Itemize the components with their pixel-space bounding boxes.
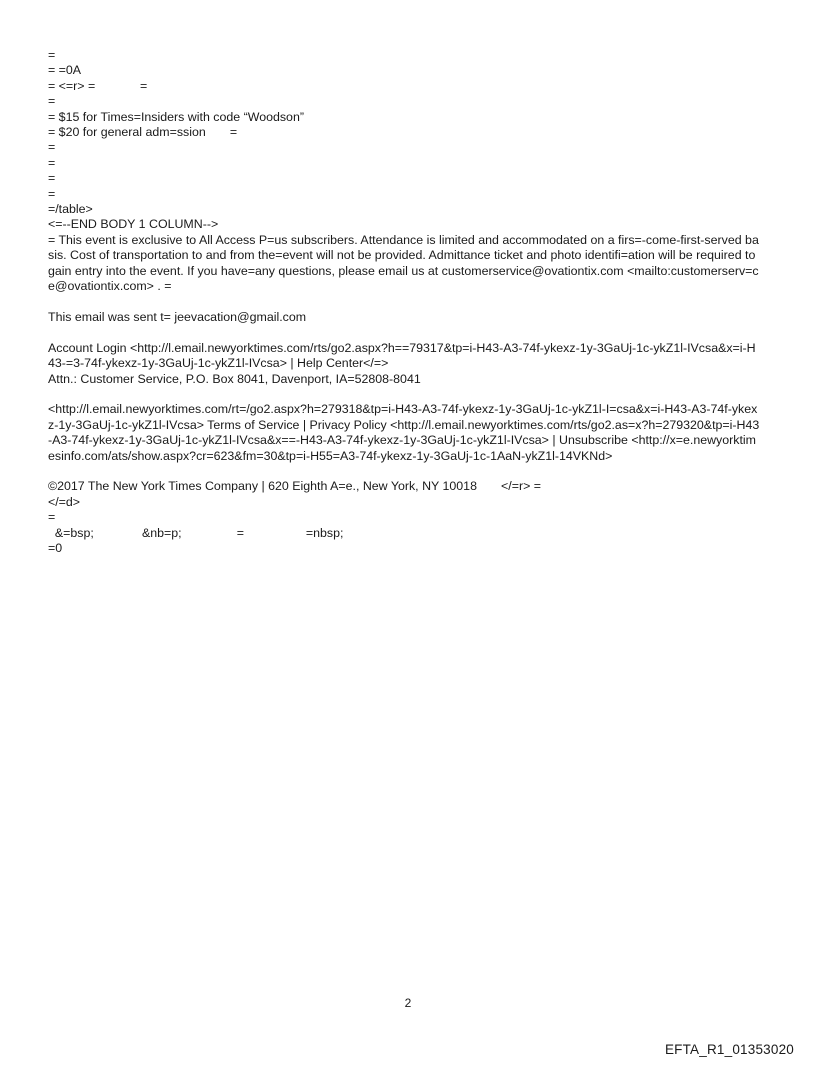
text-line: = (48, 48, 56, 62)
text-line: <=--END BODY 1 COLUMN--> (48, 217, 219, 232)
bates-number: EFTA_R1_01353020 (664, 1042, 794, 1057)
copyright-line: ©2017 The New York Times Company | 620 Eighth A=e., New York, NY 10018 </=r> = (48, 479, 542, 494)
text-line: = =0A (48, 63, 82, 78)
spacer (48, 325, 760, 340)
text-line: = <=r> = = (48, 78, 148, 93)
nbsp-line: &=bsp; &nb=p; = =nbsp; (48, 525, 344, 540)
page-number: 2 (404, 996, 412, 1010)
sent-to-line: This email was sent t= jeevacation@gmail.com (48, 309, 307, 324)
text-line: </=d> (48, 494, 81, 509)
text-line: = (48, 510, 56, 525)
text-line: =0 (48, 540, 63, 555)
account-login-paragraph: Account Login <http://l.email.newyorktimes.com/rts/go2.aspx?h==79317&tp=i-H43-A3-74f-ykexz-1y-3GaUj-1c-ykZ1l-IVcsa&x=i-H43-=3-74f-ykexz-1y-3GaUj-1c-ykZ1l-IVcsa> | Help Center</=> (48, 340, 756, 371)
text-line: = (48, 155, 56, 170)
spacer (48, 387, 760, 402)
event-notice-paragraph: = This event is exclusive to All Access P=us subscribers. Attendance is limited and accommodated on a firs=-come-first-served basis. Cost of transportation to and from the=event will not be provided. Admittance ticket and photo identifi=ation will be required to gain entry into the event. If you have=any questions, please email us at customerservice@ovationtix.com <mailto:customerserv=ce@ovationtix.com> . = (48, 232, 759, 294)
customer-service-address: Attn.: Customer Service, P.O. Box 8041, Davenport, IA=52808-8041 (48, 371, 421, 386)
spacer (48, 295, 760, 310)
text-line: =/table> (48, 202, 93, 217)
text-line: = (48, 171, 56, 186)
price-line-insiders: = $15 for Times=Insiders with code “Woodson” (48, 109, 304, 124)
spacer (48, 464, 760, 479)
text-line: = (48, 94, 56, 109)
email-document-body (48, 48, 760, 556)
price-line-general: = $20 for general adm=ssion = (48, 125, 238, 140)
footer-links-paragraph: <http://l.email.newyorktimes.com/rt=/go2.aspx?h=279318&tp=i-H43-A3-74f-ykexz-1y-3GaUj-1c-ykZ1l-I=csa&x=i-H43-A3-74f-ykexz-1y-3GaUj-1c-ykZ1l-IVcsa> Terms of Service | Privacy Policy <http://l.email.newyorktimes.com/rts/go2.as=x?h=279320&tp=i-H43-A3-74f-ykexz-1y-3GaUj-1c-ykZ1l-IVcsa&x==-H43-A3-74f-ykexz-1y-3GaUj-1c-ykZ1l-IVcsa> | Unsubscribe <http://x=e.newyorktimesinfo.com/ats/show.aspx?cr=623&fm=30&tp=i-H55=A3-74f-ykexz-1y-3GaUj-1c-1AaN-ykZ1l-14VKNd> (48, 402, 760, 463)
text-line: = (48, 186, 56, 201)
text-line: = (48, 140, 56, 155)
